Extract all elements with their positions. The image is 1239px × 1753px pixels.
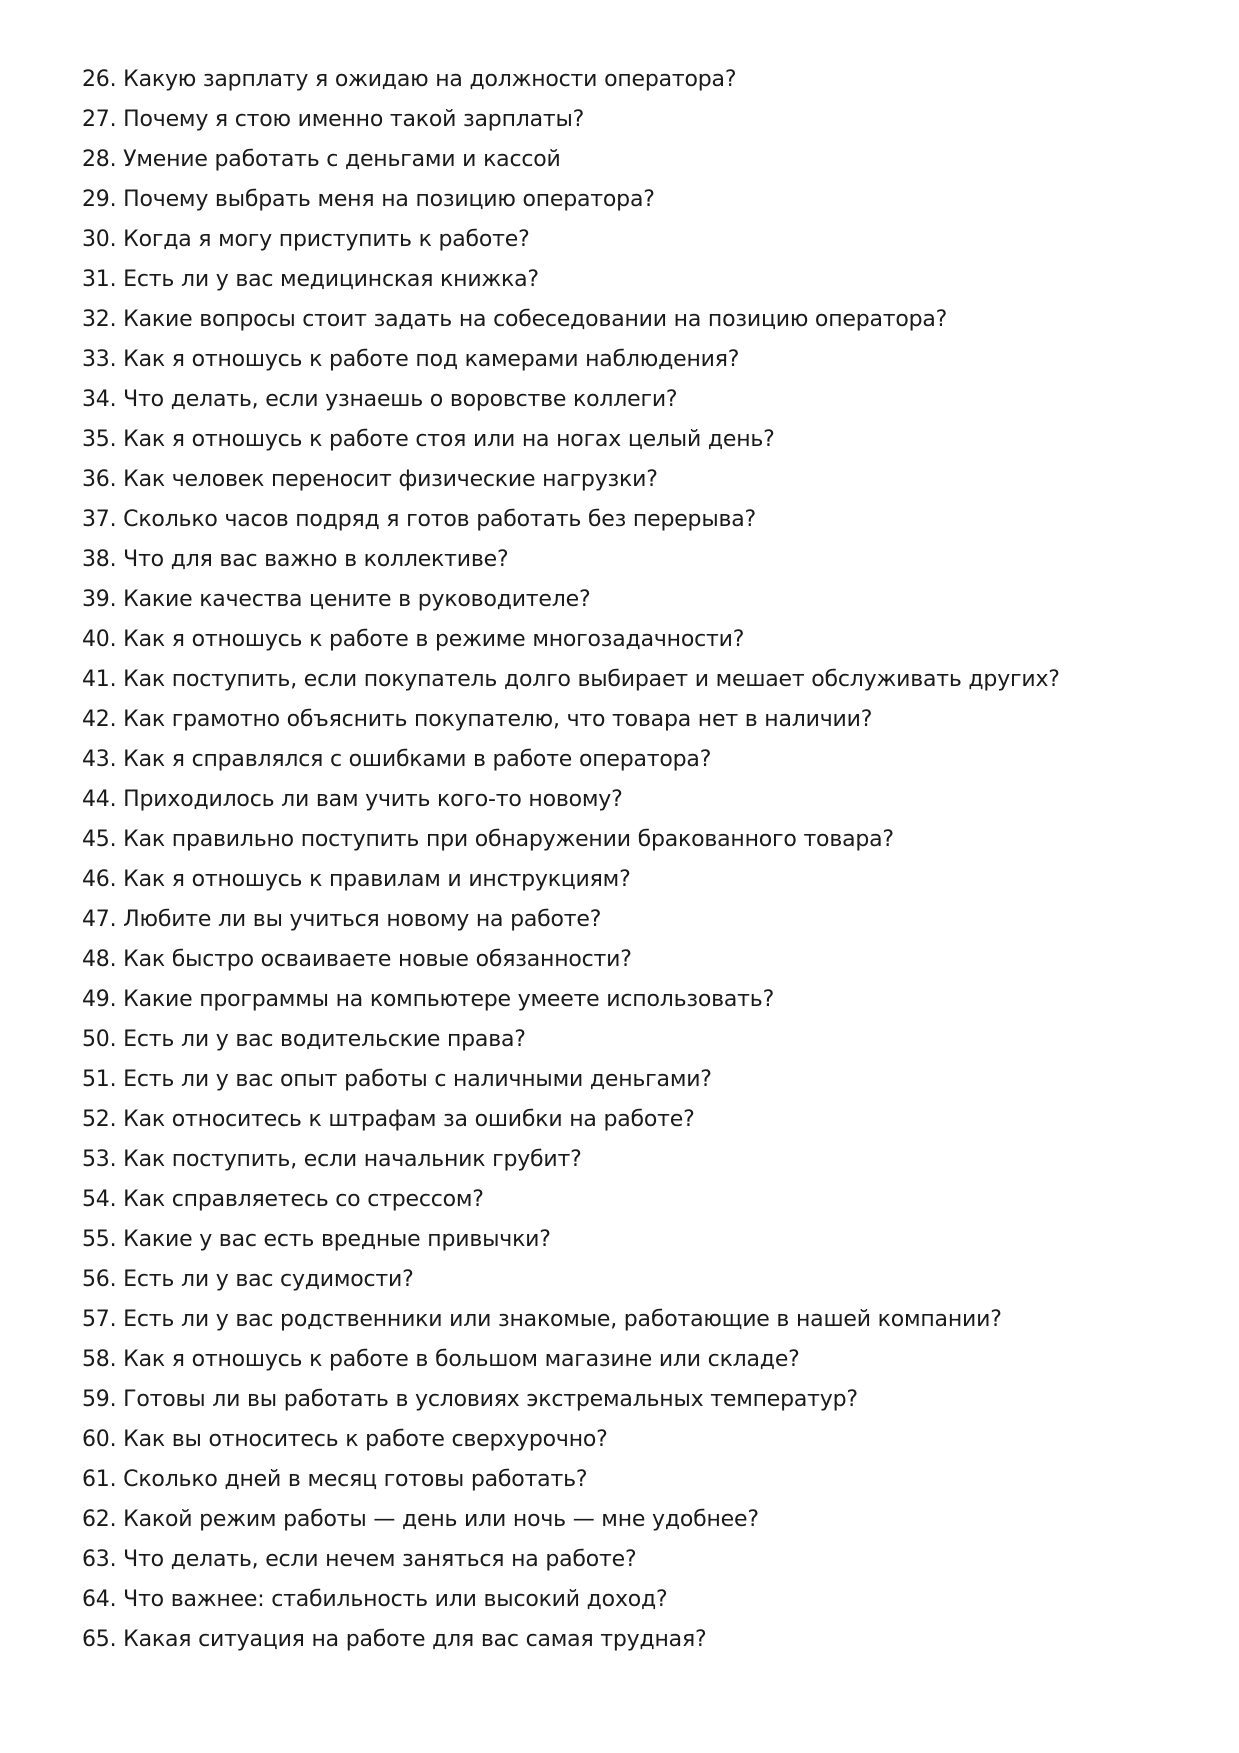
question-item: 51. Есть ли у вас опыт работы с наличными деньгами? [82,1067,712,1092]
question-item: 30. Когда я могу приступить к работе? [82,227,530,252]
question-item: 62. Какой режим работы — день или ночь — мне удобнее? [82,1507,759,1532]
question-item: 49. Какие программы на компьютере умеете использовать? [82,987,775,1012]
question-item: 63. Что делать, если нечем заняться на работе? [82,1547,637,1572]
question-item: 32. Какие вопросы стоит задать на собеседовании на позицию оператора? [82,307,948,332]
question-item: 46. Как я отношусь к правилам и инструкциям? [82,867,631,892]
question-item: 48. Как быстро осваиваете новые обязанности? [82,947,632,972]
question-item: 31. Есть ли у вас медицинская книжка? [82,267,539,292]
question-item: 33. Как я отношусь к работе под камерами наблюдения? [82,347,740,372]
question-item: 64. Что важнее: стабильность или высокий доход? [82,1587,668,1612]
question-item: 47. Любите ли вы учиться новому на работе? [82,907,602,932]
question-item: 61. Сколько дней в месяц готовы работать? [82,1467,588,1492]
question-item: 35. Как я отношусь к работе стоя или на ногах целый день? [82,427,775,452]
question-item: 57. Есть ли у вас родственники или знакомые, работающие в нашей компании? [82,1307,1002,1332]
question-list [82,60,1060,1660]
question-item: 34. Что делать, если узнаешь о воровстве коллеги? [82,387,678,412]
question-item: 59. Готовы ли вы работать в условиях экстремальных температур? [82,1387,858,1412]
question-item: 56. Есть ли у вас судимости? [82,1267,414,1292]
question-item: 36. Как человек переносит физические нагрузки? [82,467,658,492]
question-item: 65. Какая ситуация на работе для вас самая трудная? [82,1627,707,1652]
question-item: 53. Как поступить, если начальник грубит? [82,1147,582,1172]
question-item: 40. Как я отношусь к работе в режиме многозадачности? [82,627,745,652]
question-item: 41. Как поступить, если покупатель долго выбирает и мешает обслуживать других? [82,667,1060,692]
question-item: 52. Как относитесь к штрафам за ошибки на работе? [82,1107,695,1132]
question-item: 50. Есть ли у вас водительские права? [82,1027,526,1052]
question-item: 55. Какие у вас есть вредные привычки? [82,1227,551,1252]
question-item: 38. Что для вас важно в коллективе? [82,547,509,572]
question-item: 29. Почему выбрать меня на позицию оператора? [82,187,655,212]
question-item: 44. Приходилось ли вам учить кого-то новому? [82,787,623,812]
question-item: 54. Как справляетесь со стрессом? [82,1187,484,1212]
question-item: 27. Почему я стою именно такой зарплаты? [82,107,585,132]
question-item: 37. Сколько часов подряд я готов работать без перерыва? [82,507,757,532]
question-item: 26. Какую зарплату я ожидаю на должности оператора? [82,67,737,92]
question-item: 28. Умение работать с деньгами и кассой [82,147,561,172]
question-item: 45. Как правильно поступить при обнаружении бракованного товара? [82,827,894,852]
question-item: 58. Как я отношусь к работе в большом магазине или складе? [82,1347,800,1372]
question-item: 39. Какие качества цените в руководителе? [82,587,591,612]
question-item: 43. Как я справлялся с ошибками в работе оператора? [82,747,712,772]
question-item: 42. Как грамотно объяснить покупателю, что товара нет в наличии? [82,707,873,732]
question-item: 60. Как вы относитесь к работе сверхурочно? [82,1427,608,1452]
